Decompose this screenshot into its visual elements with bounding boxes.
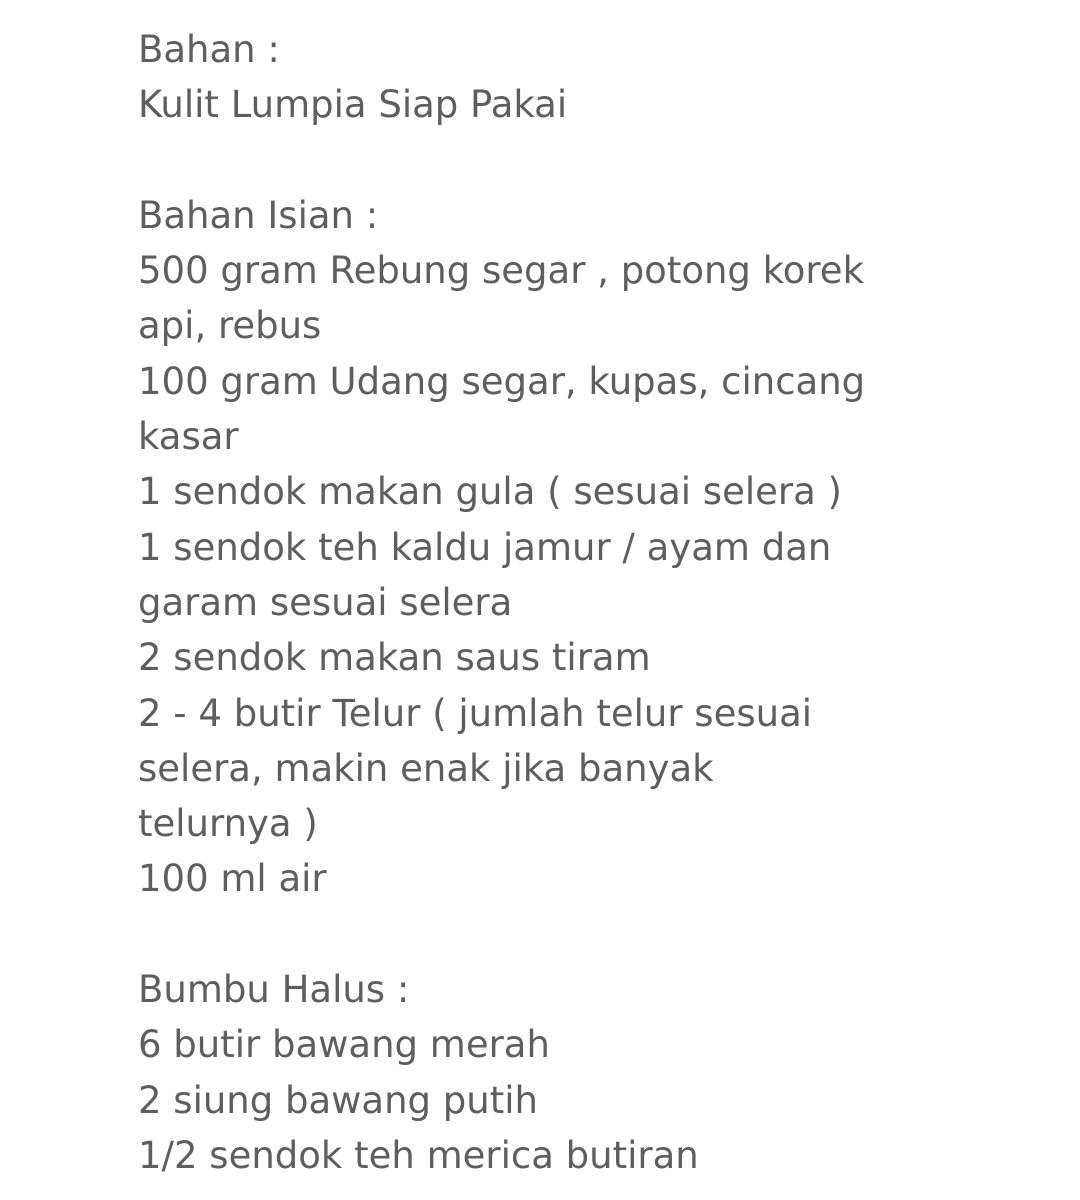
ingredient-line: 2 sendok makan saus tiram xyxy=(138,636,651,680)
ingredient-line: kasar xyxy=(138,415,239,459)
ingredient-line: Kulit Lumpia Siap Pakai xyxy=(138,83,568,127)
ingredient-line: 2 - 4 butir Telur ( jumlah telur sesuai xyxy=(138,691,813,735)
ingredient-line: 1 sendok teh kaldu jamur / ayam dan xyxy=(138,525,832,569)
ingredient-line: 100 gram Udang segar, kupas, cincang xyxy=(138,359,866,403)
ingredient-line: 1/2 sendok teh merica butiran xyxy=(138,1133,699,1177)
ingredient-line: api, rebus xyxy=(138,304,322,348)
ingredient-line: 1 sendok makan gula ( sesuai selera ) xyxy=(138,470,842,514)
ingredient-line: 100 ml air xyxy=(138,857,327,901)
ingredient-line: 500 gram Rebung segar , potong korek xyxy=(138,249,864,293)
section-heading-bahan-isian: Bahan Isian : xyxy=(138,193,379,237)
section-heading-bumbu-halus: Bumbu Halus : xyxy=(138,968,410,1012)
section-heading-bahan: Bahan : xyxy=(138,28,280,71)
ingredient-line: telurnya ) xyxy=(138,802,318,846)
recipe-document xyxy=(138,22,958,1183)
ingredient-line: garam sesuai selera xyxy=(138,580,513,624)
ingredient-line: selera, makin enak jika banyak xyxy=(138,746,714,790)
ingredient-line: 2 siung bawang putih xyxy=(138,1078,538,1122)
section-spacer xyxy=(138,907,958,962)
ingredient-line: 6 butir bawang merah xyxy=(138,1023,550,1067)
section-spacer xyxy=(138,133,958,188)
